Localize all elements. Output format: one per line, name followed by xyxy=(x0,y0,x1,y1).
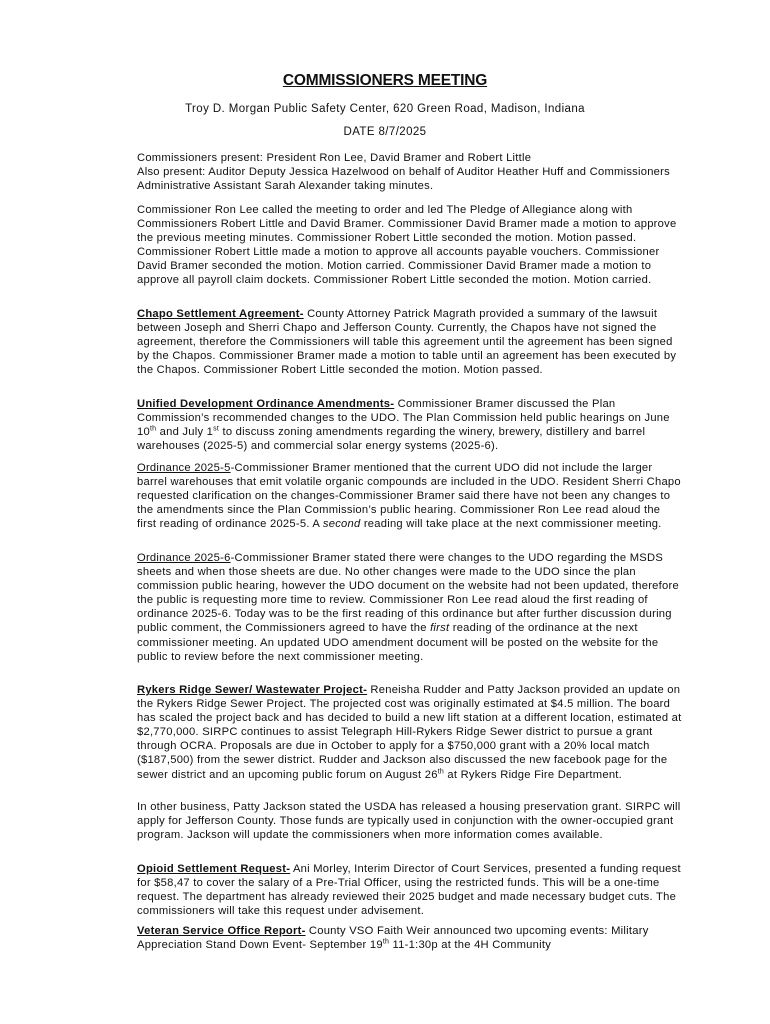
veteran-heading: Veteran Service Office Report- xyxy=(137,925,306,937)
page-title: COMMISSIONERS MEETING xyxy=(282,72,488,89)
opioid-heading: Opioid Settlement Request- xyxy=(137,863,291,875)
other-business-section: In other business, Patty Jackson stated the USDA has released a housing preservation grant. SIRPC will apply for Jefferson County. Those funds are typically used in conjunction with the owner-occupied grant program. Jackson will update the commissioners when more information comes available. xyxy=(137,801,681,842)
commissioners-present: Commissioners present: President Ron Lee, David Bramer and Robert Little xyxy=(137,152,532,164)
rykers-heading: Rykers Ridge Sewer/ Wastewater Project- xyxy=(137,684,368,696)
ordinance-2025-6-section: Ordinance 2025-6-Commissioner Bramer stated there were changes to the UDO regarding the MSDS sheets and when those sheets are due. No other changes were made to the UDO since the plan commission public hearing, however the UDO document on the website had not been updated, therefore the public is requesting more time to review. Commissioner Ron Lee read aloud the first reading of ordinance 2025-6. Today was to be the first reading of this ordinance but after further discussion during public comment, the Commissioners agreed to have the first reading of the ordinance at the next commissioner meeting. An updated UDO amendment document will be posted on the website for the public to review before the next commissioner meeting. xyxy=(137,552,679,663)
udo-heading: Unified Development Ordinance Amendments- xyxy=(137,398,395,410)
ordinance-2025-5-heading: Ordinance 2025-5 xyxy=(137,462,231,474)
meeting-location: Troy D. Morgan Public Safety Center, 620 Green Road, Madison, Indiana xyxy=(185,103,585,115)
also-present: Also present: Auditor Deputy Jessica Hazelwood on behalf of Auditor Heather Huff and Commissioners Administrative Assistant Sarah Alexander taking minutes. xyxy=(137,166,670,193)
meeting-date: DATE 8/7/2025 xyxy=(343,126,427,138)
ordinance-2025-5-section: Ordinance 2025-5-Commissioner Bramer mentioned that the current UDO did not include the larger barrel warehouses that emit volatile organic compounds are included in the UDO. Resident Sherri Chapo requested clarification on the changes-Commissioner Bramer said there have not been any changes to the amendments since the Plan Commission’s public hearing. Commissioner Ron Lee read aloud the first reading of ordinance 2025-5. A second reading will take place at the next commissioner meeting. xyxy=(137,462,681,531)
rykers-ridge-section: Rykers Ridge Sewer/ Wastewater Project- Reneisha Rudder and Patty Jackson provided an update on the Rykers Ridge Sewer Project. The projected cost was originally estimated at $4.5 million. The board has scaled the project back and has decided to build a new lift station at a different location, estimated at $2,770,000. SIRPC continues to assist Telegraph Hill-Rykers Ridge Sewer district to pursue a grant through OCRA. Proposals are due in October to apply for a $750,000 grant with a 20% local match ($187,500) from the sewer district. Rudder and Jackson also discussed the new facebook page for the sewer district and an upcoming public forum on August 26th at Rykers Ridge Fire Department. xyxy=(137,684,682,781)
udo-section: Unified Development Ordinance Amendments- Commissioner Bramer discussed the Plan Commission’s recommended changes to the UDO. The Plan Commission held public hearings on June 10th and July 1st to discuss zoning amendments regarding the winery, brewery, distillery and barrel warehouses (2025-5) and commercial solar energy systems (2025-6). xyxy=(137,398,670,453)
chapo-heading: Chapo Settlement Agreement- xyxy=(137,308,304,320)
chapo-section xyxy=(137,307,682,377)
opioid-section: Opioid Settlement Request- Ani Morley, Interim Director of Court Services, presented a funding request for $58,47 to cover the salary of a Pre-Trial Officer, using the restricted funds. This will be a one-time request. The department has already reviewed their 2025 budget and made necessary budget cuts. The commissioners will take this request under advisement. xyxy=(137,863,681,918)
chapo-text: County Attorney Patrick Magrath provided a summary of the lawsuit between Joseph and Sherri Chapo and Jefferson County. Currently, the Chapos have not signed the agreement, therefore the Commissioners will table this agreement until the agreement has been signed by the Chapos. Commissioner Bramer made a motion to table until an agreement has been executed by the Chapos. Commissioner Robert Little seconded the motion. Motion passed. xyxy=(137,308,677,377)
attendance-block xyxy=(137,151,682,193)
veteran-section: Veteran Service Office Report- County VSO Faith Weir announced two upcoming events: Military Appreciation Stand Down Event- September 19th 11-1:30p at the 4H Community xyxy=(137,925,649,952)
ordinance-2025-6-heading: Ordinance 2025-6 xyxy=(137,552,231,564)
opening-paragraph: Commissioner Ron Lee called the meeting to order and led The Pledge of Allegiance along with Commissioners Robert Little and David Bramer. Commissioner David Bramer made a motion to approve the previous meeting minutes. Commissioner Robert Little seconded the motion. Motion passed. Commissioner Robert Little made a motion to approve all accounts payable vouchers. Commissioner David Bramer seconded the motion. Motion carried. Commissioner David Bramer made a motion to approve all payroll claim dockets. Commissioner Robert Little seconded the motion. Motion carried. xyxy=(137,204,677,287)
